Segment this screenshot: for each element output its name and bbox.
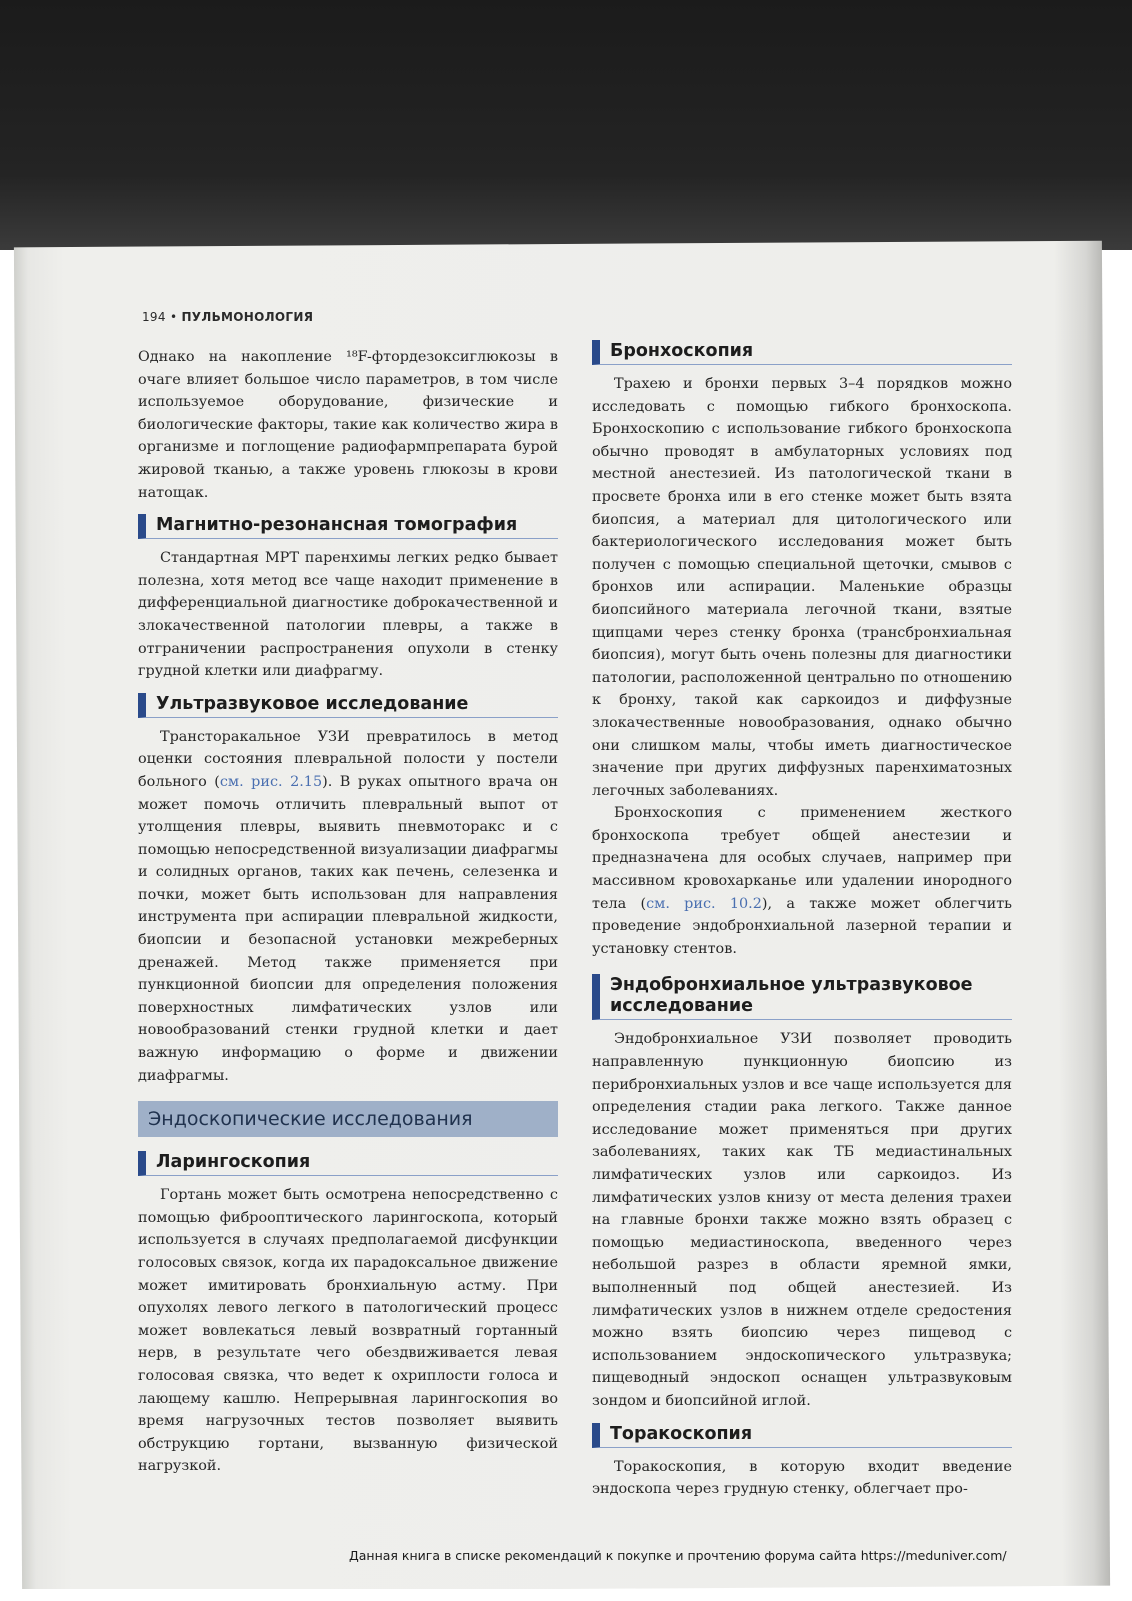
- thoracoscopy-heading: Торакоскопия: [592, 1423, 1012, 1448]
- bronchoscopy-text-a: Бронхоскопия с применением жесткого бронхоскопа требует общей анестезии и предназначена для особых случаев, например при массивном кровохарканье или удалении инородного тела (: [592, 805, 1012, 912]
- bronchoscopy-heading: Бронхоскопия: [592, 340, 1012, 365]
- chapter-title: ПУЛЬМОНОЛОГИЯ: [181, 310, 314, 324]
- pet-paragraph: Однако на накопление ¹⁸F-фтордезоксиглюкозы в очаге влияет большое число параметров, в том числе используемое оборудование, физические и биологические факторы, такие как количество жира в организме и поглощение радиофармпрепарата бурой жировой тканью, а также уровень глюкозы в крови натощак.: [138, 349, 558, 501]
- ultrasound-text-a: Трансторакальное УЗИ превратилось в метод оценки состояния плевральной полости у постели больного (: [138, 728, 558, 790]
- left-column: [138, 346, 558, 1478]
- page-number: 194: [142, 310, 166, 324]
- running-head: [142, 310, 313, 324]
- laryngoscopy-heading: Ларингоскопия: [138, 1151, 558, 1176]
- figure-ref-10-2[interactable]: см. рис. 10.2: [646, 895, 762, 912]
- mri-paragraph: Стандартная МРТ паренхимы легких редко бывает полезна, хотя метод все чаще находит применение в дифференциальной диагностике доброкачественной и злокачественной патологии плевры, а также в отграничении распространения опухоли в стенку грудной клетки или диафрагму.: [138, 550, 558, 680]
- scan-dark-background: [0, 0, 1132, 250]
- ebus-paragraph: Эндобронхиальное УЗИ позволяет проводить направленную пункционную биопсию из перибронхиальных узлов и все чаще используется для определения стадии рака легкого. Также данное исследование может применяться при других заболеваниях, таких как ТБ медиастинальных лимфатических узлов или саркоидоз. Из лимфатических узлов книзу от места деления трахеи на главные бронхи также можно взять образец с помощью медиастиноскопа, введенного через небольшой разрез в области яремной ямки, выполненный под общей анестезией. Из лимфатических узлов в нижнем отделе средостения можно взять биопсию через пищевод с использованием эндоскопического ультразвука; пищеводный эндоскоп оснащен ультразвуковым зондом и биопсийной иглой.: [592, 1031, 1012, 1409]
- endoscopy-section-heading: Эндоскопические исследования: [138, 1101, 558, 1137]
- footer-note: Данная книга в списке рекомендаций к покупке и прочтению форума сайта https://meduniver.com/: [349, 1548, 1007, 1563]
- laryngoscopy-paragraph: Гортань может быть осмотрена непосредственно с помощью фиброоптического ларингоскопа, который используется в случаях предполагаемой дисфункции голосовых связок, когда их парадоксальное движение может имитировать бронхиальную астму. При опухолях левого легкого в патологический процесс может вовлекаться левый возвратный гортанный нерв, в результате чего обездвиживается левая голосовая связка, что ведет к охриплости голоса и лающему кашлю. Непрерывная ларингоскопия во время нагрузочных тестов позволяет выявить обструкцию гортани, вызванную физической нагрузкой.: [138, 1187, 558, 1475]
- right-column: [592, 340, 1012, 1501]
- ultrasound-text-b: ). В руках опытного врача он может помочь отличить плевральный выпот от утолщения плевры, выявить пневмоторакс и с помощью непосредственной визуализации диафрагмы и солидных органов, таких как печень, селезенка и почки, может быть использован для направления инструмента при аспирации плевральной жидкости, биопсии и безопасной установки межреберных дренажей. Метод также применяется при пункционной биопсии для определения положения поверхностных лимфатических узлов или новообразований стенки грудной клетки и дает важную информацию о форме и движении диафрагмы.: [138, 773, 558, 1084]
- ultrasound-paragraph: [138, 726, 558, 1088]
- bottom-margin: [0, 1589, 1132, 1601]
- running-head-separator: •: [169, 310, 178, 324]
- bronchoscopy-paragraph-1: Трахею и бронхи первых 3–4 порядков можно исследовать с помощью гибкого бронхоскопа. Бронхоскопию с использование гибкого бронхоскопа обычно проводят в амбулаторных условиях под местной анестезией. Из патологической ткани в просвете бронха или в его стенке может быть взята биопсия, а материал для цитологического или бактериологического исследования может быть получен с помощью специальной щеточки, смывов с бронхов или аспирации. Маленькие образцы биопсийного материала легочной ткани, взятые щипцами через стенку бронха (трансбронхиальная биопсия), могут быть очень полезны для диагностики патологии, расположенной центрально по отношению к бронху, такой как саркоидоз и диффузные злокачественные новообразования, однако обычно они слишком малы, чтобы иметь диагностическое значение при других диффузных паренхиматозных легочных заболеваниях.: [592, 376, 1012, 799]
- ebus-heading: Эндобронхиальное ультразвуковое исследование: [592, 974, 1012, 1020]
- bronchoscopy-paragraph-2: [592, 802, 1012, 960]
- mri-heading: Магнитно-резонансная томография: [138, 514, 558, 539]
- figure-ref-2-15[interactable]: см. рис. 2.15: [219, 773, 323, 790]
- thoracoscopy-paragraph: Торакоскопия, в которую входит введение эндоскопа через грудную стенку, облегчает про-: [592, 1458, 1012, 1498]
- bronchoscopy-text-b: ), а также может облегчить проведение эндобронхиальной лазерной терапии и установку стентов.: [592, 895, 1012, 957]
- ultrasound-heading: Ультразвуковое исследование: [138, 693, 558, 718]
